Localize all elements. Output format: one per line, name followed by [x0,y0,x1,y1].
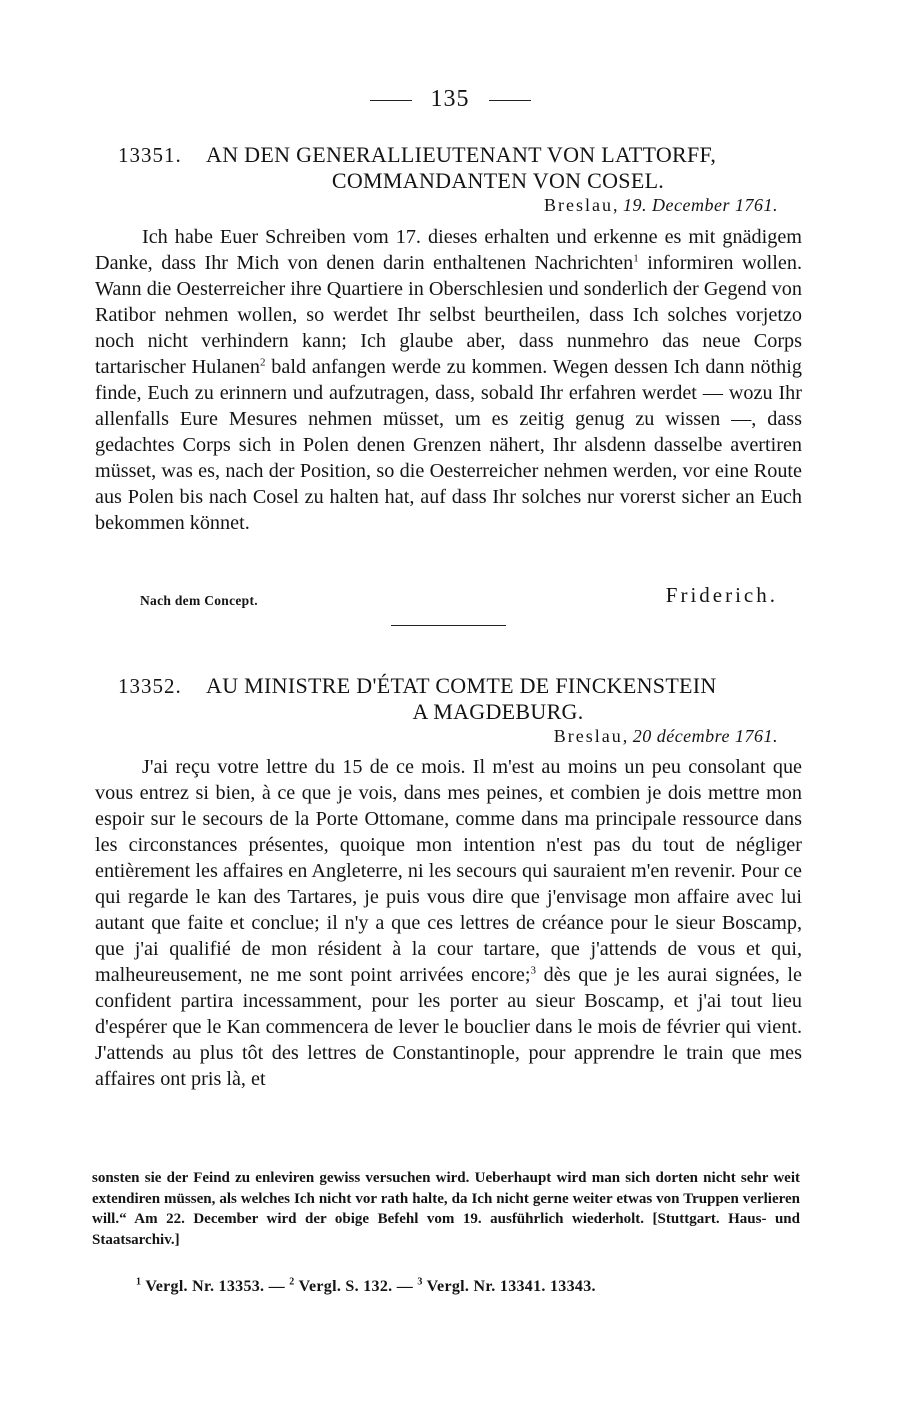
footnote-marker-2: 2 [259,356,266,369]
entry-1-text-c: bald anfangen werde zu kommen. Wegen dessen Ich dann nöthig finde, Euch zu erinnern und aufzutragen, dass, sobald Ihr erfahren werdet — wozu Ihr allenfalls Eure Mesures nehmen müsset, um es zeitig genug zu wissen —, dass gedachtes Corps sich in Polen denen Grenzen nähert, Ihr alsdenn dasselbe avertiren müsset, was es, nach der Position, so die Oesterreicher nehmen werden, vor eine Route aus Polen bis nach Cosel zu halten hat, auf dass Ihr solches nur vorerst sicher an Euch bekommen könnet. [95,356,802,534]
ref-2-text: Vergl. S. 132. — [298,1278,414,1295]
entry-1-text-b: informiren wollen. Wann die Oesterreicher ihre Quartiere in Oberschlesien und sonderlich der Gegend von Ratibor nehmen wollen, so werdet Ihr selbst beurtheilen, dass Ich solches vorjetzo noch nicht verhindern kann; Ich glaube aber, dass nunmehro das neue Corps tartarischer Hulanen [95,252,802,378]
section-divider [391,625,506,626]
entry-2-title-line1: AU MINISTRE D'ÉTAT COMTE DE FINCKENSTEIN [206,673,717,698]
entry-2-body [95,754,802,1092]
ref-2-marker: 2 [289,1276,295,1288]
ref-3-text: Vergl. Nr. 13341. 13343. [426,1278,596,1295]
entry-1-dateline: Breslau, 19. December 1761. [544,195,778,215]
source-note: Nach dem Concept. [140,593,258,608]
entry-2-text-b: dès que je les aurai signées, le confident partira incessamment, pour les porter au sieur Boscamp, et j'ai tout lieu d'espérer que le Kan commencera de lever le bouclier dans le mois de février qui vient. J'attends au plus tôt des lettres de Constantinople, pour apprendre le train que mes affaires ont pris là, et [95,964,802,1090]
footnote-marker-1: 1 [633,252,639,265]
entry-1-body [95,224,802,536]
entry-2-heading [118,673,788,725]
entry-2-date: 20 décembre 1761. [632,726,778,746]
entry-1-heading [118,142,788,194]
entry-2-title-line2: A MAGDEBURG. [412,699,584,724]
header-dash-left [370,100,412,101]
entry-2-number: 13352. [118,674,182,698]
entry-1-title-line2: COMMANDANTEN VON COSEL. [331,168,665,193]
ref-1-marker: 1 [136,1276,142,1288]
footnote-continuation-text: sonsten sie der Feind zu enleviren gewiss versuchen wird. Ueberhaupt wird man sich dorten nicht sehr weit extendiren müssen, als welches Ich nicht vor rath halte, da Ich nicht gerne weiter etwas von Truppen verlieren will.“ Am 22. December wird der obige Befehl vom 19. ausführlich wiederholt. [Stuttgart. Haus- und Staatsarchiv.] [92,1170,800,1248]
entry-2-place: Breslau [553,726,623,746]
entry-1-text-a: Ich habe Euer Schreiben vom 17. dieses erhalten und erkenne es mit gnädigem Danke, dass Ihr Mich von denen darin enthaltenen Nachrichten [95,226,802,274]
page-number: 135 [430,86,470,112]
footnote-continuation [92,1168,800,1250]
entry-2-text-a: J'ai reçu votre lettre du 15 de ce mois. Il m'est au moins un peu consolant que vous entrez si bien, à ce que je vois, dans mes peines, et combien je dois mettre mon espoir sur le secours de la Porte Ottomane, comme dans ma principale ressource dans les circonstances présentes, quoique mon intention n'est pas du tout de négliger entièrement les affaires en Angleterre, ni les secours qui sauraient m'en revenir. Pour ce qui regarde le kan des Tartares, je puis vous dire que j'envisage mon affaire avec lui autant que faite et conclue; il n'y a que ces lettres de créance pour le sieur Boscamp, que j'ai qualifié de mon résident à la cour tartare, que j'attends de vous et qui, malheureusement, ne me sont point arrivées encore; [95,756,802,986]
entry-2-dateline: Breslau, 20 décembre 1761. [553,726,778,746]
footnote-marker-3: 3 [530,964,536,977]
entry-1-number: 13351. [118,143,182,167]
entry-1-date: 19. December 1761. [623,195,778,215]
ref-1-text: Vergl. Nr. 13353. — [145,1278,285,1295]
signature: Friderich. [665,583,778,607]
page-header [0,86,900,113]
header-dash-right [489,100,531,101]
entry-1-place: Breslau [544,195,614,215]
ref-3-marker: 3 [417,1276,423,1288]
footnote-references [136,1278,596,1296]
entry-1-title-line1: AN DEN GENERALLIEUTENANT VON LATTORFF, [206,142,717,167]
